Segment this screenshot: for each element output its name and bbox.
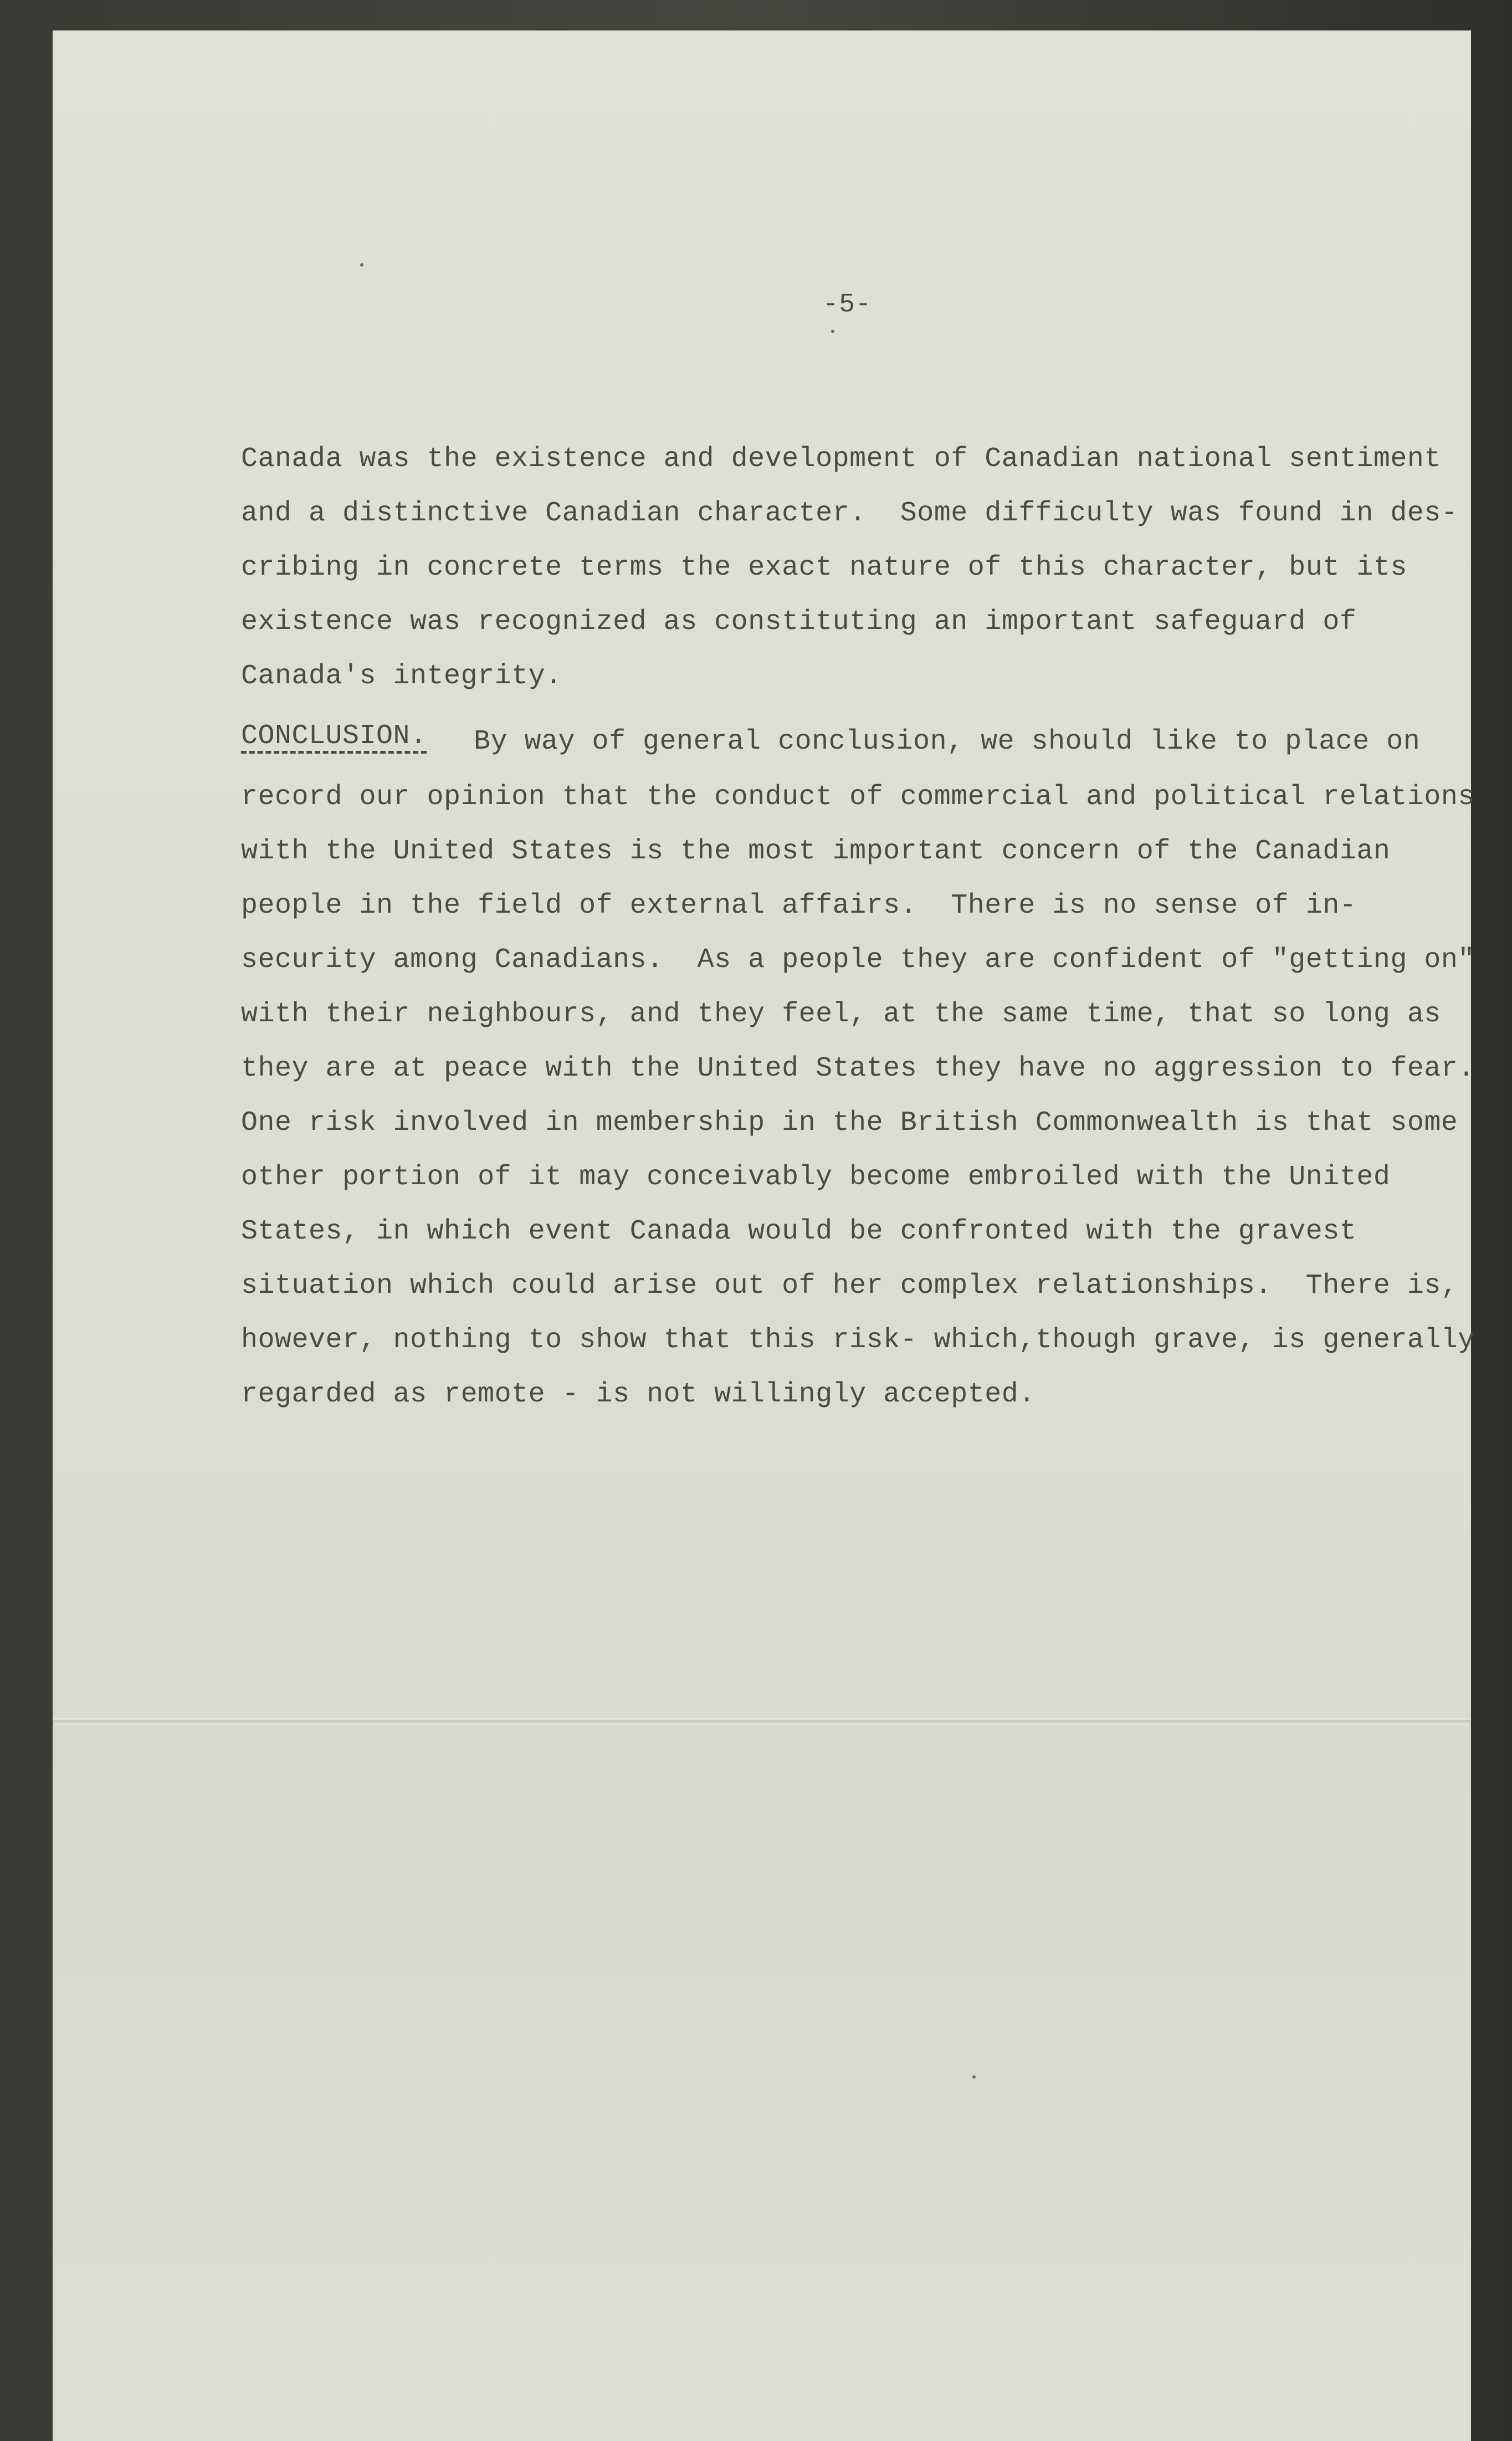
paper-upper-half — [53, 30, 1471, 1721]
text-line: security among Canadians. As a people they are confident of "getting on" — [241, 944, 1475, 976]
text-line: other portion of it may conceivably become embroiled with the United — [241, 1161, 1391, 1193]
text-line: and a distinctive Canadian character. Some difficulty was found in des- — [241, 498, 1458, 529]
text-line: with their neighbours, and they feel, at the same time, that so long as — [241, 999, 1441, 1030]
text-line: record our opinion that the conduct of commercial and political relations — [241, 781, 1475, 813]
text-line: they are at peace with the United States they have no aggression to fear. — [241, 1053, 1475, 1084]
text-line: existence was recognized as constituting an important safeguard of — [241, 606, 1357, 638]
conclusion-first-line: By way of general conclusion, we should like to place on — [474, 726, 1421, 758]
text-line: Canada was the existence and development of Canadian national sentiment — [241, 443, 1441, 475]
paper-fold — [53, 1718, 1471, 1723]
paper-speck — [360, 263, 363, 267]
text-line: States, in which event Canada would be confronted with the gravest — [241, 1216, 1357, 1247]
conclusion-heading: CONCLUSION. — [241, 720, 427, 752]
text-line: people in the field of external affairs. There is no sense of in- — [241, 890, 1357, 922]
page-number: -5- — [823, 290, 872, 320]
paper-speck — [972, 2075, 976, 2079]
text-line: situation which could arise out of her complex relationships. There is, — [241, 1270, 1458, 1302]
text-line: however, nothing to show that this risk- which,though grave, is generally — [241, 1324, 1475, 1356]
paper-lower-half — [53, 1726, 1471, 2441]
text-line: regarded as remote - is not willingly accepted. — [241, 1379, 1036, 1410]
paper-speck — [831, 330, 834, 333]
text-line: Canada's integrity. — [241, 661, 562, 692]
text-line: with the United States is the most important concern of the Canadian — [241, 836, 1391, 867]
text-line: cribing in concrete terms the exact nature of this character, but its — [241, 552, 1407, 584]
paper-sheet — [53, 30, 1475, 2441]
text-line: One risk involved in membership in the British Commonwealth is that some — [241, 1107, 1458, 1139]
